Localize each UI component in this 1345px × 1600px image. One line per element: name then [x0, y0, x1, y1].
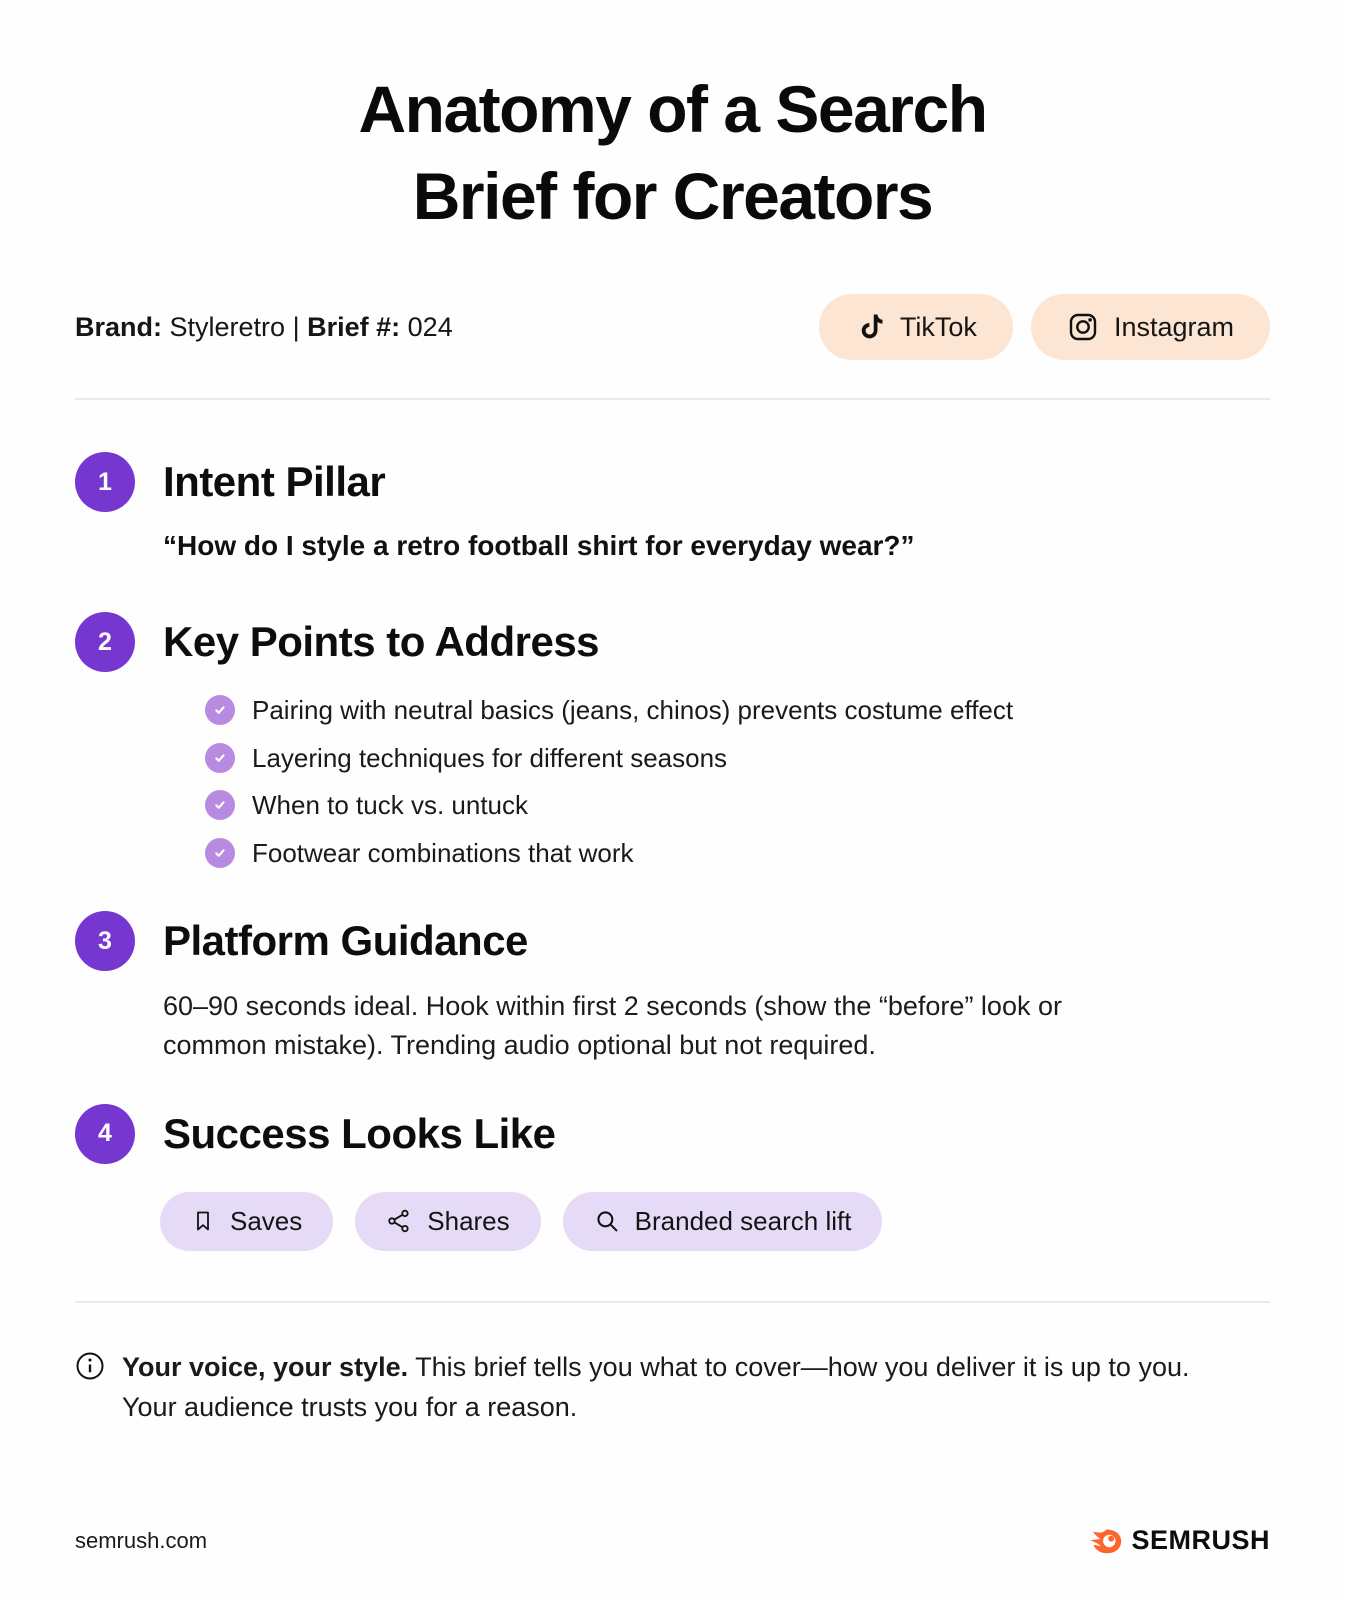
note-lead: Your voice, your style. [122, 1351, 409, 1382]
section-intent-pillar [75, 452, 1270, 562]
page-title-line1: Anatomy of a Search [358, 72, 987, 146]
metric-tag-label: Shares [427, 1205, 510, 1236]
section-header [75, 612, 1270, 672]
meta-separator: | [292, 311, 300, 342]
brief-number-value: 024 [407, 311, 453, 342]
checklist-item-label: Footwear combinations that work [252, 837, 634, 868]
info-icon [75, 1351, 105, 1381]
metric-tag-shares [355, 1192, 540, 1251]
intent-quote: “How do I style a retro football shirt for everyday wear?” [163, 530, 915, 562]
checklist-item [205, 789, 1270, 822]
platform-tag-label: Instagram [1113, 311, 1234, 342]
section-heading: Success Looks Like [163, 1109, 556, 1157]
section-success-looks-like [75, 1104, 1270, 1251]
section-heading: Intent Pillar [163, 458, 386, 506]
top-divider [75, 398, 1270, 400]
instagram-icon [1067, 311, 1099, 343]
section-header [75, 911, 1270, 971]
note-text [122, 1347, 1212, 1428]
platform-guidance-text: 60–90 seconds ideal. Hook within first 2 seconds (show the “before” look or common mistake). Trending audio optional but not required. [163, 991, 1062, 1061]
page-title-line2: Brief for Creators [412, 159, 933, 234]
share-network-icon [386, 1208, 412, 1234]
check-icon [205, 790, 235, 820]
checklist-item [205, 694, 1270, 727]
search-icon [594, 1208, 620, 1234]
section-key-points [75, 612, 1270, 869]
section-header [75, 452, 1270, 512]
section-number-badge: 2 [75, 612, 135, 672]
metric-tag-branded-search-lift [563, 1192, 883, 1251]
key-points-checklist [205, 694, 1270, 869]
check-icon [205, 695, 235, 725]
check-icon [205, 838, 235, 868]
bottom-divider [75, 1301, 1270, 1303]
checklist-item-label: When to tuck vs. untuck [252, 790, 529, 821]
metric-tag-label: Branded search lift [634, 1205, 852, 1236]
section-platform-guidance [75, 911, 1270, 1065]
platform-tag-label: TikTok [899, 311, 977, 342]
checklist-item [205, 837, 1270, 870]
checklist-item-label: Layering techniques for different seasons [252, 742, 728, 773]
checklist-item [205, 742, 1270, 775]
brand-value: Styleretro [169, 311, 286, 342]
semrush-flame-icon [1086, 1527, 1122, 1555]
section-number-badge: 4 [75, 1104, 135, 1164]
platform-tags [819, 294, 1270, 360]
checklist-item-label: Pairing with neutral basics (jeans, chinos) prevents costume effect [252, 695, 1014, 726]
semrush-logo [1086, 1525, 1270, 1556]
platform-tag-tiktok [819, 294, 1013, 360]
tiktok-icon [855, 312, 885, 342]
section-number-badge: 1 [75, 452, 135, 512]
voice-note [75, 1347, 1270, 1428]
site-url: semrush.com [75, 1527, 208, 1553]
section-header [75, 1104, 1270, 1164]
page-title [75, 0, 1270, 240]
section-heading: Key Points to Address [163, 618, 600, 666]
check-icon [205, 743, 235, 773]
note-body: This brief tells you what to cover—how you deliver it is up to you. Your audience trusts you for a reason. [122, 1351, 1190, 1422]
brief-number-label: Brief #: [307, 311, 401, 342]
footer [75, 1525, 1270, 1556]
bookmark-icon [191, 1209, 215, 1233]
metric-tag-label: Saves [230, 1205, 303, 1236]
brand-label: Brand: [75, 311, 162, 342]
meta-row [75, 294, 1270, 360]
platform-tag-instagram [1031, 294, 1270, 360]
brand-brief-line [75, 312, 453, 343]
section-heading: Platform Guidance [163, 917, 528, 965]
metric-tag-saves [160, 1192, 333, 1251]
success-metric-tags [160, 1192, 1270, 1251]
section-number-badge: 3 [75, 911, 135, 971]
semrush-wordmark: SEMRUSH [1131, 1525, 1270, 1555]
